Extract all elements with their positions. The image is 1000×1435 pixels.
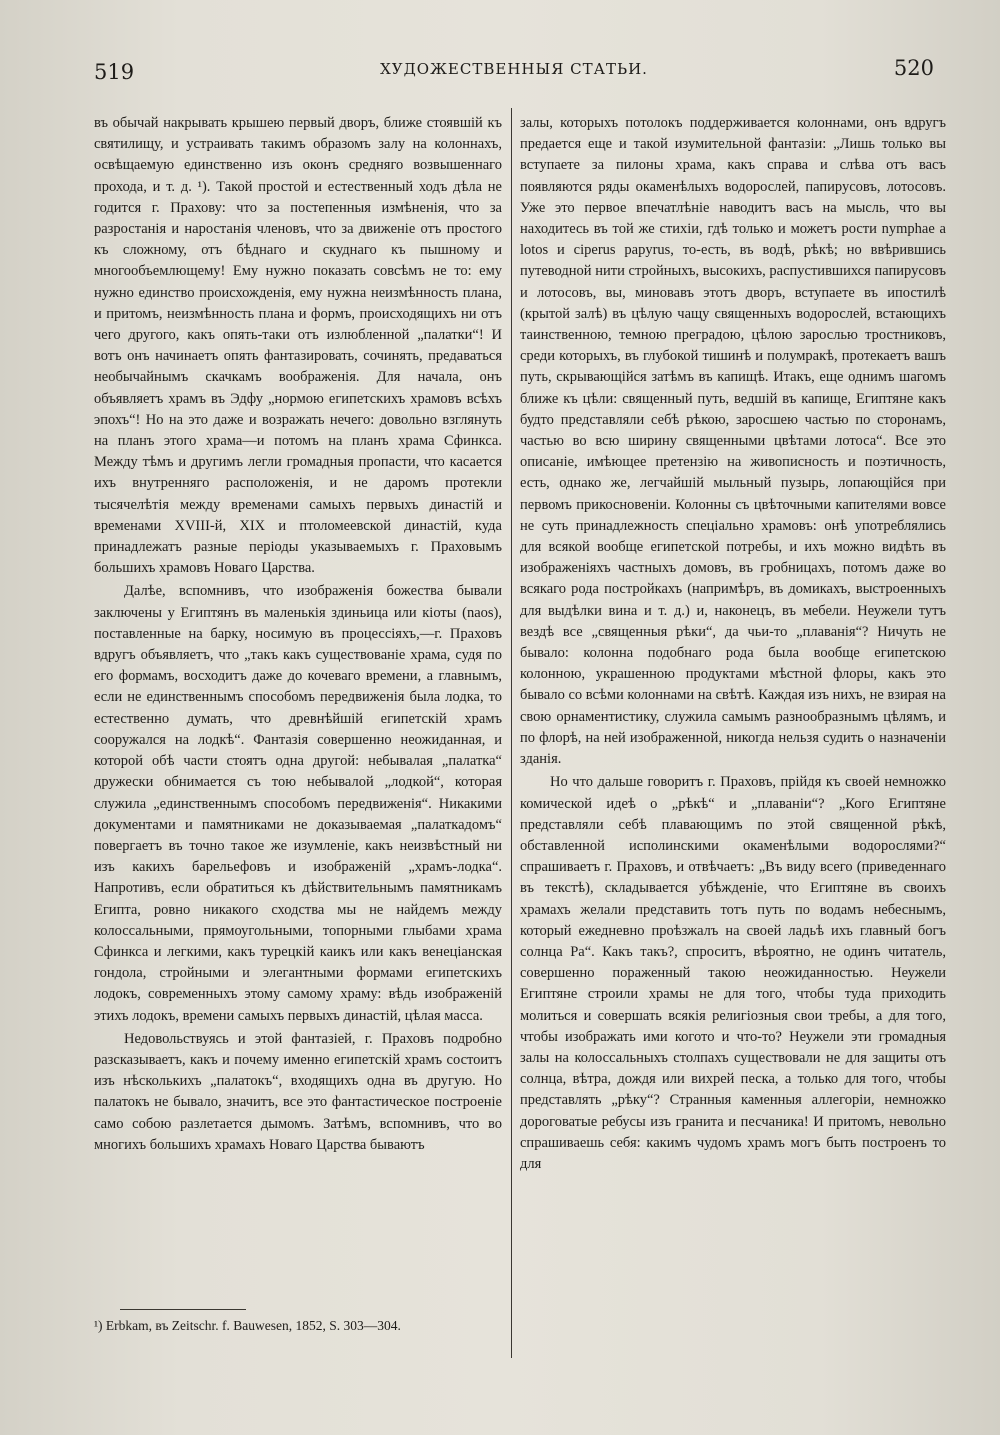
column-divider <box>511 108 512 1358</box>
paragraph: въ обычай накрывать крышею первый дворъ, ближе стоявшій къ святилищу, и устраивать такимъ образомъ залу на колоннахъ, освѣщаемую единственно изъ оконъ средняго возвышеннаго прохода, и т. д. ¹). Такой простой и естественный ходъ дѣла не годится г. Прахову: что за постепенныя измѣненія, что за разростанія и наростанія членовъ, что за движеніе отъ простого къ сложному, отъ бѣднаго и скуднаго къ пышному и многообъемлющему! Ему нужно показать совсѣмъ не то: ему нужно единство происхожденія, ему нужна неизмѣнность плана, и притомъ, неизмѣнность плана и формъ, происходящихъ ни отъ чего другого, какъ опять-таки отъ излюбленной „палатки“! И вотъ онъ начинаетъ опять фантазировать, сочинять, предаваться необычайнымъ скачкамъ воображенія. Для начала, онъ объявляетъ храмъ въ Эдфу „нормою египетскихъ храмовъ всѣхъ эпохъ“! Но на это даже и возражать нечего: довольно взглянуть на планъ этого храма—и потомъ на планъ храма Сфинкса. Между тѣмъ и другимъ легли громадныя пропасти, что касается ихъ внутренняго расположенія, и не даромъ протекли тысячелѣтія между временами самыхъ первыхъ династій и временами XVIII-й, XIX и птоломеевской династій, куда принадлежатъ разные періоды указываемыхъ г. Праховымъ большихъ храмовъ Новаго Царства. <box>94 115 502 577</box>
paragraph: Но что дальше говоритъ г. Праховъ, прійдя къ своей немножко комической идеѣ о „рѣкѣ“ и „плаваніи“? „Кого Египтяне представляли себѣ плавающимъ по этой священной рѣкѣ, обставленной исполинскими окаменѣлыми водорослями?“ спрашиваетъ г. Праховъ, и отвѣчаетъ: „Въ виду всего (приведеннаго въ текстѣ), складывается убѣжденіе, что Египтяне въ своихъ храмахъ желали представить тотъ путь по водамъ небеснымъ, который ежедневно проѣзжалъ на своей ладьѣ ихъ главный богъ солнца Ра“. Какъ такъ?, спроситъ, вѣроятно, не одинъ читатель, совершенно пораженный такою неожиданностью. Неужели Египтяне строили храмы не для того, чтобы туда приходить молиться и совершать всякія религіозныя свои требы, а для того, чтобы изображать ими когото и что-то? Неужели эти громадныя залы на колоссальныхъ столпахъ существовали не для защиты отъ солнца, вѣтра, дождя или вихрей песка, а только для того, чтобы представлять „рѣку“? Странныя каменныя аллегоріи, немножко дороговатые ребусы изъ гранита и песчаника! И притомъ, невольно спрашиваешь себя: какимъ чудомъ храмъ могъ быть построенъ то для <box>520 774 946 1172</box>
footnote: ¹) Erbkam, въ Zeitschr. f. Bauwesen, 1852, S. 303—304. <box>94 1318 401 1333</box>
page-number-left: 519 <box>94 60 135 84</box>
running-header <box>94 52 934 92</box>
right-column <box>520 113 946 1175</box>
left-column <box>94 113 502 1156</box>
paragraph: залы, которыхъ потолокъ поддерживается колоннами, онъ вдругъ предается еще и такой изумительной фантазіи: „Лишь только вы вступаете за пилоны храма, какъ справа и слѣва отъ васъ появляются ряды окаменѣлыхъ водорослей, папирусовъ, лотосовъ. Уже это первое впечатлѣніе наводитъ васъ на мысль, что вы находитесь въ той же стихіи, гдѣ только и можетъ рости nymphae a lotos и ciperus papyrus, то-есть, въ водѣ, рѣкѣ; но ввѣрившись путеводной нити стройныхъ, высокихъ, распустившихся папирусовъ и лотосовъ, вы, миновавъ этотъ дворъ, вступаете въ ипостилѣ (крытой залѣ) въ цѣлую чащу священныхъ водорослей, встающихъ таинственною, темною преградою, цѣлою зарослью тростниковъ, среди которыхъ, въ глубокой тишинѣ и полумракѣ, протекаетъ вашъ путь, скрывающійся затѣмъ въ капищѣ. Итакъ, еще однимъ шагомъ ближе къ цѣли: священный путь, ведшій въ капище, Египтяне какъ будто представляли себѣ рѣкою, заросшею частью по сторонамъ, частью во всю ширину священными цвѣтами лотоса“. Все это описаніе, имѣющее претензію на живописность и поэтичность, есть, однако же, легчайшій мыльный пузырь, лопающійся при первомъ прикосновеніи. Колонны съ цвѣточными капителями вовсе не суть принадлежность спеціально храмовъ: онѣ употреблялись для всякой вообще египетской потребы, и ихъ можно видѣть въ изображеніяхъ частныхъ домовъ, въ гробницахъ, потомъ даже во всякаго рода постройкахъ (напримѣръ, въ домикахъ, выстроенныхъ для выдѣлки вина и т. д.) и, наконецъ, въ мебели. Неужели тутъ вездѣ все „священныя рѣки“, да чьи-то „плаванія“? Ничуть не бывало: колонна подобнаго рода была вообще египетскою колонною, украшенною продуктами мѣстной флоры, какъ это бывало со всѣми колоннами на свѣтѣ. Каждая изъ нихъ, не взирая на свою орнаментистику, служила самымъ разнообразнымъ цѣлямъ, и по флорѣ, на ней изображенной, никогда нельзя судить о назначеніи зданія. <box>520 115 946 768</box>
paragraph: Недовольствуясь и этой фантазіей, г. Праховъ подробно разсказываетъ, какъ и почему именно египетскій храмъ состоитъ изъ нѣсколькихъ „палатокъ“, входящихъ одна въ другую. Но палатокъ не бывало, значитъ, все это фантастическое построеніе само собою разлетается дымомъ. Затѣмъ, вспомнивъ, что во многихъ большихъ храмахъ Новаго Царства бываютъ <box>94 1030 502 1153</box>
paragraph: Далѣе, вспомнивъ, что изображенія божества бывали заключены у Египтянъ въ маленькія здиньица или кіоты (naos), поставленные на барку, носимую въ процессіяхъ,—г. Праховъ вдругъ объявляетъ, что „такъ какъ существованіе храма, судя по его формамъ, восходитъ даже до кочеваго времени, а главнымъ, если не единственнымъ способомъ передвиженія была лодка, то естественно думать, что древнѣйшій египетскій храмъ сооружался на лодкѣ“. Фантазія совершенно неожиданная, и которой обѣ части стоятъ одна другой: небывалая „палатка“ дружески обнимается съ тою небывалой „лодкой“, которая служила „единственнымъ способомъ передвиженія“. Никакими документами и памятниками не доказываемая „палаткадомъ“ повергаетъ въ точно такое же изумленіе, какъ неизвѣстный ни изъ какихъ барельефовъ и изображеній „храмъ-лодка“. Напротивъ, если обратиться къ дѣйствительнымъ памятникамъ Египта, ровно никакого сходства мы не найдемъ между колоссальными, прямоугольными, топорными глыбами храма Сфинкса и легкими, какъ турецкій каикъ или какъ венеціанская гондола, стройными и элегантными формами египетскихъ лодокъ, современныхъ этому самому храму: вѣдь изображеній этихъ лодокъ, времени самыхъ первыхъ династій, цѣлая масса. <box>94 583 502 1024</box>
footnote-rule <box>120 1309 246 1310</box>
running-title: ХУДОЖЕСТВЕННЫЯ СТАТЬИ. <box>380 60 648 78</box>
page-number-right: 520 <box>893 56 934 80</box>
